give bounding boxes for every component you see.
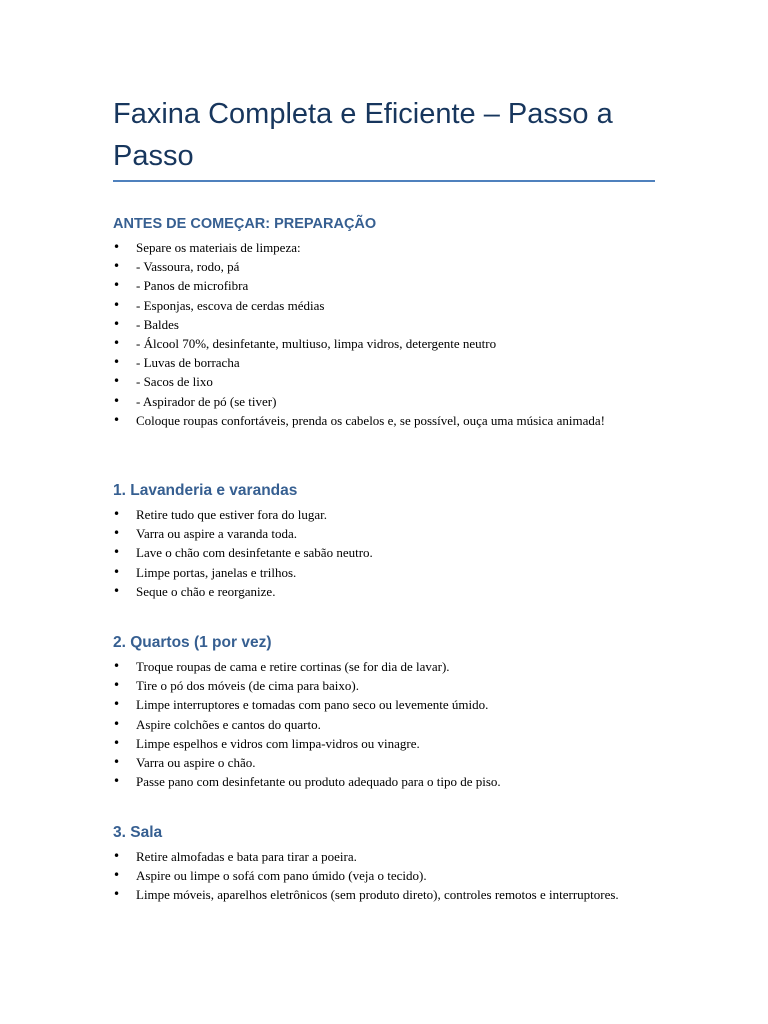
bullet-icon: • [113,393,121,408]
list-item-text: Separe os materiais de limpeza: [136,240,301,255]
list-item [113,847,658,866]
bullet-icon: • [113,774,121,789]
list-item-text: Limpe espelhos e vidros com limpa-vidros ou vinagre. [136,735,420,751]
list-item [113,505,658,524]
bullet-icon: • [113,716,121,731]
list-item [113,543,658,562]
bullet-icon: • [113,507,121,521]
list-item-text: Varra ou aspire o chão. [136,755,256,771]
list-item [113,885,658,904]
section-lavanderia [113,481,658,601]
list-item [113,238,658,257]
bullet-icon: • [113,412,121,427]
list-item-text: Aspire colchões e cantos do quarto. [136,716,321,732]
list-item-text: Retire tudo que estiver fora do lugar. [136,507,327,522]
list-item-text: Aspire ou limpe o sofá com pano úmido (veja o tecido). [136,868,427,884]
list-item [113,715,658,734]
section-heading: 2. Quartos (1 por vez) [113,634,272,651]
bullet-icon: • [113,374,121,389]
list-item-text: Troque roupas de cama e retire cortinas (se for dia de lavar). [136,659,450,674]
title-underline [113,180,655,182]
section-heading: 3. Sala [113,824,163,841]
bullet-icon: • [113,278,121,293]
bullet-icon: • [113,583,121,598]
list-item-text: - Baldes [136,316,179,332]
list-item-text: Tire o pó dos móveis (de cima para baixo). [136,678,359,694]
list-item-text: Retire almofadas e bata para tirar a poeira. [136,849,357,864]
section-heading: 1. Lavanderia e varandas [113,482,298,499]
bullet-list [113,505,658,601]
list-item [113,563,658,582]
section-preparacao [113,214,658,430]
bullet-icon: • [113,564,121,579]
list-item [113,334,658,353]
list-item [113,276,658,295]
list-item [113,772,658,791]
list-item-text: - Esponjas, escova de cerdas médias [136,297,325,313]
bullet-list [113,847,658,905]
list-item [113,524,658,543]
bullet-list [113,657,658,791]
bullet-icon: • [113,755,121,770]
bullet-icon: • [113,697,121,712]
list-item-text: - Panos de microfibra [136,278,249,294]
list-item [113,372,658,391]
bullet-icon: • [113,336,121,351]
list-item-text: - Vassoura, rodo, pá [136,259,240,275]
list-item-text: - Aspirador de pó (se tiver) [136,393,277,409]
list-item-text: Limpe portas, janelas e trilhos. [136,564,297,580]
list-item [113,734,658,753]
list-item-text: Coloque roupas confortáveis, prenda os cabelos e, se possível, ouça uma música animada! [136,412,605,428]
bullet-icon: • [113,316,121,331]
list-item-text: Passe pano com desinfetante ou produto adequado para o tipo de piso. [136,774,501,790]
bullet-icon: • [113,849,121,863]
list-item [113,582,658,601]
list-item [113,695,658,714]
bullet-icon: • [113,240,121,254]
list-item-text: Limpe interruptores e tomadas com pano seco ou levemente úmido. [136,697,489,713]
list-item-text: - Sacos de lixo [136,374,213,390]
bullet-icon: • [113,678,121,693]
list-item-text: Seque o chão e reorganize. [136,583,276,599]
section-heading: ANTES DE COMEÇAR: PREPARAÇÃO [113,216,377,232]
list-item [113,753,658,772]
list-item-text: Varra ou aspire a varanda toda. [136,526,297,542]
list-item [113,676,658,695]
list-item [113,411,658,430]
bullet-icon: • [113,887,121,902]
bullet-icon: • [113,526,121,541]
list-item-text: Limpe móveis, aparelhos eletrônicos (sem produto direto), controles remotos e interruptores. [136,887,619,903]
list-item [113,866,658,885]
section-quartos [113,633,658,791]
list-item-text: - Luvas de borracha [136,355,240,371]
list-item-text: - Álcool 70%, desinfetante, multiuso, limpa vidros, detergente neutro [136,336,497,352]
bullet-icon: • [113,545,121,560]
bullet-list [113,238,658,430]
bullet-icon: • [113,735,121,750]
section-sala [113,823,658,905]
bullet-icon: • [113,868,121,883]
bullet-icon: • [113,355,121,370]
list-item [113,296,658,315]
list-item [113,257,658,276]
list-item-text: Lave o chão com desinfetante e sabão neutro. [136,545,373,561]
list-item [113,315,658,334]
document-title: Faxina Completa e Eficiente – Passo a Passo [113,98,613,172]
list-item [113,392,658,411]
list-item [113,657,658,676]
bullet-icon: • [113,297,121,312]
bullet-icon: • [113,259,121,274]
bullet-icon: • [113,659,121,673]
list-item [113,353,658,372]
